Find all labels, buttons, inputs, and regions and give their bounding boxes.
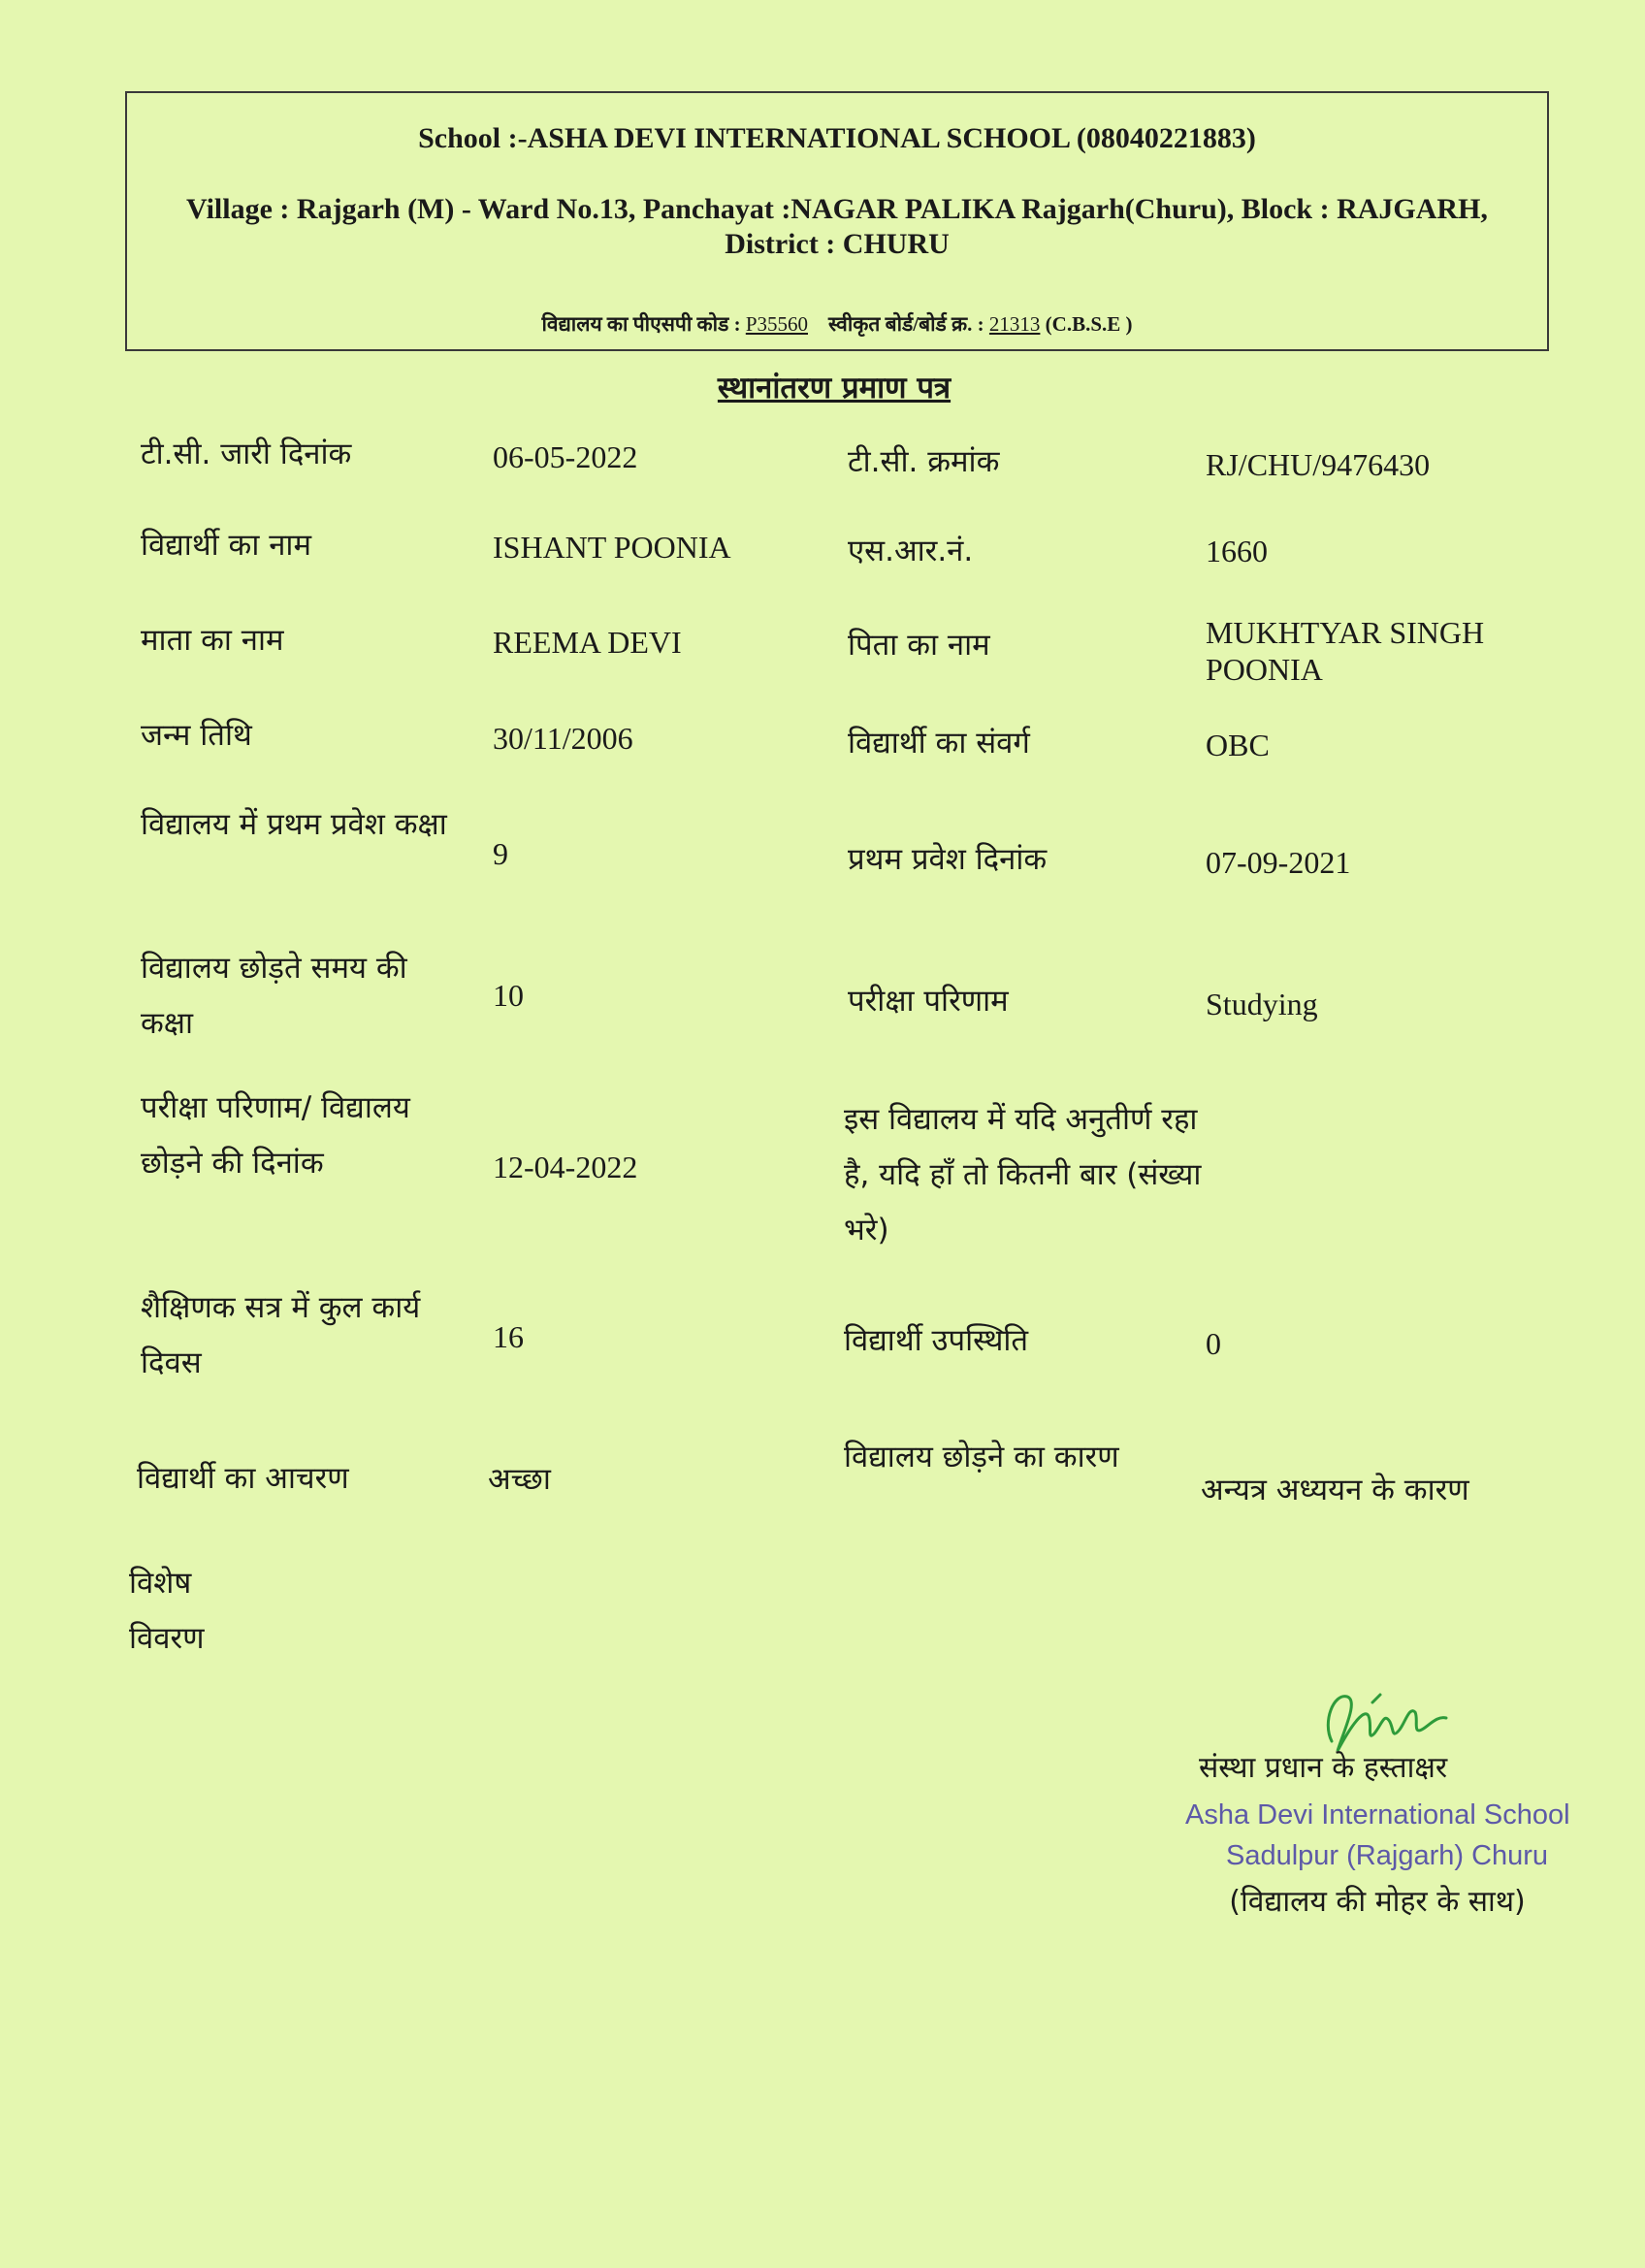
document-title: स्थानांतरण प्रमाण पत्र xyxy=(717,371,952,405)
leaving-class-label: विद्यालय छोड़ते समय की कक्षा xyxy=(141,951,407,1041)
working-days-value: 16 xyxy=(493,1319,524,1354)
leaving-date-value: 12-04-2022 xyxy=(493,1150,638,1184)
exam-result-value: Studying xyxy=(1206,987,1318,1021)
student-name-value: ISHANT POONIA xyxy=(493,530,731,565)
mother-name-label: माता का नाम xyxy=(141,623,284,658)
birth-date-label: जन्म तिथि xyxy=(141,718,252,753)
leaving-reason-value: अन्यत्र अध्ययन के कारण xyxy=(1201,1473,1469,1507)
sr-number-label: एस.आर.नं. xyxy=(848,534,974,568)
first-admission-date-label: प्रथम प्रवेश दिनांक xyxy=(848,842,1048,877)
category-label: विद्यार्थी का संवर्ग xyxy=(848,726,1030,761)
leaving-class-value: 10 xyxy=(493,978,524,1013)
tc-number-value: RJ/CHU/9476430 xyxy=(1206,447,1431,482)
conduct-value: अच्छा xyxy=(488,1462,551,1497)
category-value: OBC xyxy=(1206,728,1270,762)
father-name-value: MUKHTYAR SINGH POONIA xyxy=(1206,615,1485,687)
exam-result-label: परीक्षा परिणाम xyxy=(848,984,1009,1019)
school-address: Village : Rajgarh (M) - Ward No.13, Panchayat :NAGAR PALIKA Rajgarh(Churu), Block : RAJGARH, District : CHURU xyxy=(186,193,1488,260)
school-header xyxy=(125,91,1549,351)
attendance-label: विद्यार्थी उपस्थिति xyxy=(844,1323,1029,1358)
school-stamp xyxy=(1185,1795,1573,1876)
psp-label: विद्यालय का पीएसपी कोड : xyxy=(541,312,741,336)
attendance-value: 0 xyxy=(1206,1326,1221,1361)
birth-date-value: 30/11/2006 xyxy=(493,721,633,756)
tc-issue-date-value: 06-05-2022 xyxy=(493,439,638,474)
school-name: School :-ASHA DEVI INTERNATIONAL SCHOOL (08040221883) xyxy=(418,122,1256,154)
board-code: 21313 xyxy=(988,312,1041,336)
leaving-reason-label: विद्यालय छोड़ने का कारण xyxy=(844,1440,1119,1474)
board-name: (C.B.S.E ) xyxy=(1045,312,1133,336)
first-admission-date-value: 07-09-2021 xyxy=(1206,845,1351,880)
father-name-label: पिता का नाम xyxy=(848,628,990,663)
student-name-label: विद्यार्थी का नाम xyxy=(141,528,311,563)
sr-number-value: 1660 xyxy=(1206,534,1268,568)
working-days-label: शैक्षिणक सत्र में कुल कार्य दिवस xyxy=(141,1290,421,1380)
mother-name-value: REEMA DEVI xyxy=(493,625,682,660)
conduct-label: विद्यार्थी का आचरण xyxy=(137,1461,349,1496)
psp-code: P35560 xyxy=(745,312,808,336)
tc-number-label: टी.सी. क्रमांक xyxy=(848,444,1000,479)
first-admission-class-value: 9 xyxy=(493,836,508,871)
school-codes xyxy=(127,310,1547,338)
tc-issue-date-label: टी.सी. जारी दिनांक xyxy=(141,437,352,471)
leaving-date-label: परीक्षा परिणाम/ विद्यालय छोड़ने की दिनांक xyxy=(141,1090,410,1181)
failed-times-label: इस विद्यालय में यदि अनुतीर्ण रहा है, यदि हाँ तो कितनी बार (संख्या भरे) xyxy=(844,1102,1202,1247)
stamp-line-1: Asha Devi International School xyxy=(1185,1799,1570,1831)
remarks-label: विशेष विवरण xyxy=(129,1566,205,1656)
first-admission-class-label: विद्यालय में प्रथम प्रवेश कक्षा xyxy=(141,807,447,842)
signature-label: संस्था प्रधान के हस्ताक्षर xyxy=(1199,1751,1448,1785)
board-label: स्वीकृत बोर्ड/बोर्ड क्र. : xyxy=(828,312,984,336)
seal-note: (विद्यालय की मोहर के साथ) xyxy=(1229,1885,1526,1919)
stamp-line-2: Sadulpur (Rajgarh) Churu xyxy=(1226,1840,1549,1871)
